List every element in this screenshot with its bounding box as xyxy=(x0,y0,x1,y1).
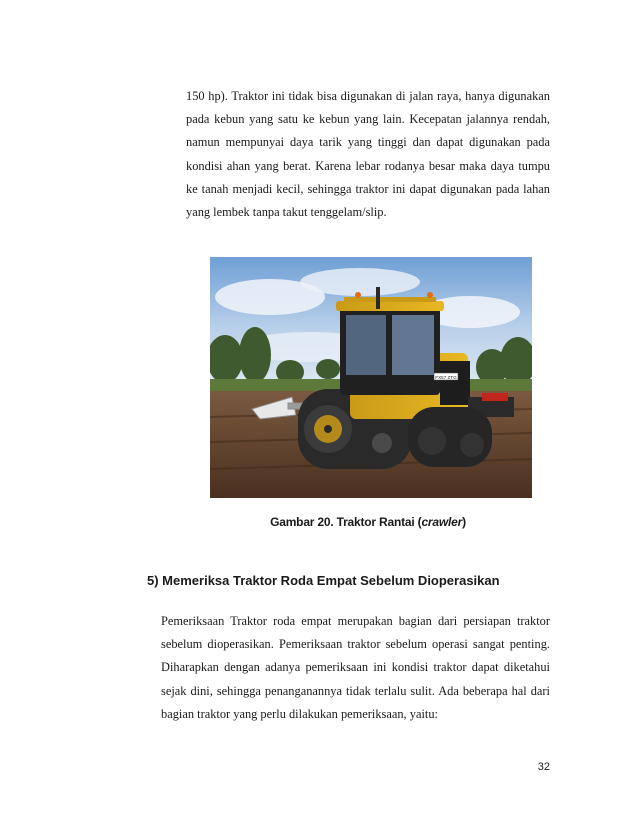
caption-emphasis: crawler xyxy=(421,515,463,529)
front-grille xyxy=(440,361,470,405)
figure-caption xyxy=(186,515,550,529)
section-heading: 5) Memeriksa Traktor Roda Empat Sebelum Dioperasikan xyxy=(147,573,500,588)
cloud xyxy=(300,268,420,296)
plate-text: FX57 ZTG xyxy=(435,375,457,380)
exhaust-stack xyxy=(376,287,380,309)
page-number: 32 xyxy=(537,761,550,773)
front-light xyxy=(482,393,508,401)
right-track xyxy=(408,407,492,467)
cab xyxy=(336,292,444,395)
body-paragraph-bottom: Pemeriksaan Traktor roda empat merupakan bagian dari persiapan traktor sebelum dioperasikan. Pemeriksaan traktor sebelum operasi sangat penting. Diharapkan dengan adanya pemeriksaan ini kondisi traktor dapat diketahui sejak dini, sehingga penanganannya tidak terlalu sulit. Ada beberapa hal dari bagian traktor yang perlu dilakukan pemeriksaan, yaitu: xyxy=(161,614,550,721)
crawler-tractor-photo xyxy=(210,257,532,498)
caption-suffix: ) xyxy=(462,515,466,529)
caption-prefix: Gambar 20. Traktor Rantai ( xyxy=(270,515,422,529)
body-paragraph-top: 150 hp). Traktor ini tidak bisa digunakan di jalan raya, hanya digunakan pada kebun yang satu ke kebun yang lain. Kecepatan jalannya rendah, namun mempunyai daya tarik yang tinggi dan dapat digunakan pada kondisi ahan yang berat. Karena lebar rodanya besar maka daya tumpu ke tanah menjadi kecil, sehingga traktor ini dapat digunakan pada lahan yang lembek tanpa takut tenggelam/slip. xyxy=(186,89,550,220)
